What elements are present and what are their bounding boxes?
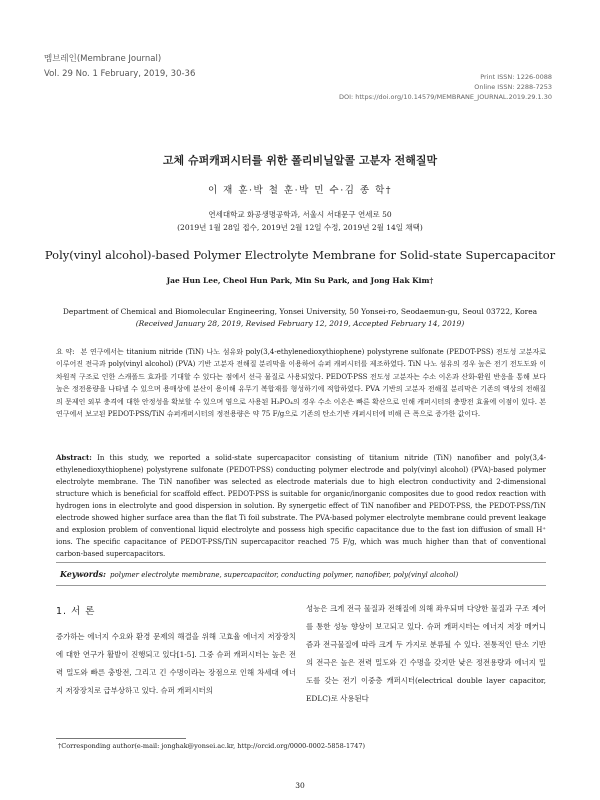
english-title: Poly(vinyl alcohol)-based Polymer Electrolyte Membrane for Solid-state Supercapacitor bbox=[44, 248, 556, 262]
keywords-text: polymer electrolyte membrane, supercapacitor, conducting polymer, nanofiber, poly(vinyl alcohol) bbox=[110, 571, 459, 579]
intro-paragraph-left: 증가하는 에너지 수요와 환경 문제의 해결을 위해 고효율 에너지 저장장치에 대한 연구가 활발이 진행되고 있다[1-5]. 그중 슈퍼 캐퍼시터는 높은 전력 밀도와 빠른 충방전, 그리고 긴 수명이라는 장점으로 인해 차세대 에너지 저장장치로 급부상하고 있다. 슈퍼 캐퍼시터의 bbox=[56, 632, 296, 695]
issn-block bbox=[339, 72, 552, 102]
body-column-left bbox=[56, 628, 296, 700]
section-heading: 1. 서 론 bbox=[56, 606, 96, 617]
korean-abstract bbox=[56, 346, 546, 420]
intro-paragraph-right: 성능은 크게 전극 물질과 전해질에 의해 좌우되며 다양한 물질과 구조 제어를 통한 성능 향상이 보고되고 있다. 슈퍼 캐퍼시터는 에너지 저장 메커니즘과 전극물질에 따라 크게 두 가지로 분류될 수 있다. 전통적인 탄소 기반의 전극은 높은 전력 밀도와 긴 수명을 갖지만 낮은 정전용량과 에너지 밀도를 갖는 전기 이중층 캐퍼시터(electrical double layer capacitor, EDLC)로 사용된다 bbox=[306, 604, 546, 703]
korean-abstract-text: 본 연구에서는 titanium nitride (TiN) 나노 섬유와 poly(3,4-ethylenedioxythiophene) polystyrene sulfonate (PEDOT-PSS) 전도성 고분자로 이루어진 전극과 poly(vinyl alcohol) (PVA) 기반 고분자 전해질 분리막을 이용하여 슈퍼 캐퍼시터를 제조하였다. TiN 나노 섬유의 경우 높은 전기 전도도와 이차원적 구조로 인한 스캐폴드 효과를 기대할 수 있다는 점에서 선극 물질로 사용되었다. PEDOT-PSS 전도성 고분자는 수소 이온과 산화-환원 반응을 통해 보다 높은 정전용량을 나타낼 수 있으며 용매상에 분산이 용이해 유무기 복합재를 형성하기에 적합하였다. PVA 기반의 고분자 전해질 분리막은 기존의 액상의 전해질의 문제인 외부 충격에 대한 안정성을 확보할 수 있으며 염으로 사용된 H₃PO₄의 경우 수소 이온은 빠른 확산으로 인해 캐퍼시터의 충방전 효율에 이점이 있다. 본 연구에서 보고된 PEDOT-PSS/TiN 슈퍼캐퍼시터의 정전용량은 약 75 F/g으로 기존의 탄소기반 캐퍼시터에 비해 큰 폭으로 증가한 값이다. bbox=[56, 348, 546, 419]
journal-volume: Vol. 29 No. 1 February, 2019, 30-36 bbox=[44, 69, 196, 79]
keywords-label: Keywords: bbox=[60, 569, 107, 579]
journal-header bbox=[44, 52, 195, 82]
korean-abstract-label: 요 약: bbox=[56, 348, 75, 356]
english-abstract-text: In this study, we reported a solid-state supercapacitor consisting of titanium nitride (TiN) nanofiber and poly(3,4-ethylenedioxythiophene) polystyrene sulfonate (PEDOT-PSS) conducting polymer electrode and poly(vinyl alcohol) (PVA)-based polymer electrolyte membrane. The TiN nanofiber was selected as electrode materials due to high electron conductivity and 2-dimensional structure which is beneficial for scaffold effect. PEDOT-PSS is suitable for organic/inorganic composites due to good redox reaction with hydrogen ions in electrolyte and good dispersion in solution. By synergetic effect of TiN nanofiber and PEDOT-PSS, the PEDOT-PSS/TiN electrode showed higher surface area than the flat Ti foil substrate. The PVA-based polymer electrolyte membrane could prevent leakage and explosion problem of conventional liquid electrolyte and possess high specific capacitance due to the fast ion diffusion of small H⁺ ions. The specific capacitance of PEDOT-PSS/TiN supercapacitor reached 75 F/g, which was much higher than that of conventional carbon-based supercapacitors. bbox=[56, 454, 546, 558]
korean-affiliation: 연세대학교 화공생명공학과, 서울시 서대문구 연세로 50 bbox=[208, 210, 392, 219]
body-column-right bbox=[306, 600, 546, 708]
print-issn: Print ISSN: 1226-0088 bbox=[480, 73, 552, 81]
english-affiliation-block bbox=[50, 306, 550, 330]
journal-name: 멤브레인(Membrane Journal) bbox=[44, 54, 162, 64]
footnote: †Corresponding author(e-mail: jonghak@yonsei.ac.kr, http://orcid.org/0000-0002-5858-1747) bbox=[58, 742, 366, 750]
english-dates: (Received January 28, 2019, Revised February 12, 2019, Accepted February 14, 2019) bbox=[135, 319, 465, 328]
korean-dates: (2019년 1월 28일 접수, 2019년 2월 12일 수정, 2019년 2월 14일 채택) bbox=[177, 223, 423, 232]
english-affiliation: Department of Chemical and Biomolecular Engineering, Yonsei University, 50 Yonsei-ro, Seodaemun-gu, Seoul 03722, Korea bbox=[62, 307, 538, 316]
english-abstract bbox=[56, 452, 546, 560]
page-number: 30 bbox=[295, 781, 305, 790]
english-abstract-label: Abstract: bbox=[56, 453, 92, 462]
english-authors: Jae Hun Lee, Cheol Hun Park, Min Su Park, and Jong Hak Kim† bbox=[166, 276, 434, 285]
korean-authors: 이 재 훈·박 철 훈·박 민 수·김 종 학† bbox=[207, 185, 393, 196]
online-issn: Online ISSN: 2288-7253 bbox=[474, 83, 552, 91]
korean-title: 고체 슈퍼캐퍼시터를 위한 폴리비닐알콜 고분자 전해질막 bbox=[162, 154, 438, 167]
footnote-divider bbox=[56, 738, 186, 739]
keywords bbox=[60, 569, 458, 579]
doi[interactable]: DOI: https://doi.org/10.14579/MEMBRANE_JOURNAL.2019.29.1.30 bbox=[338, 93, 552, 101]
korean-affiliation-block bbox=[0, 208, 600, 234]
